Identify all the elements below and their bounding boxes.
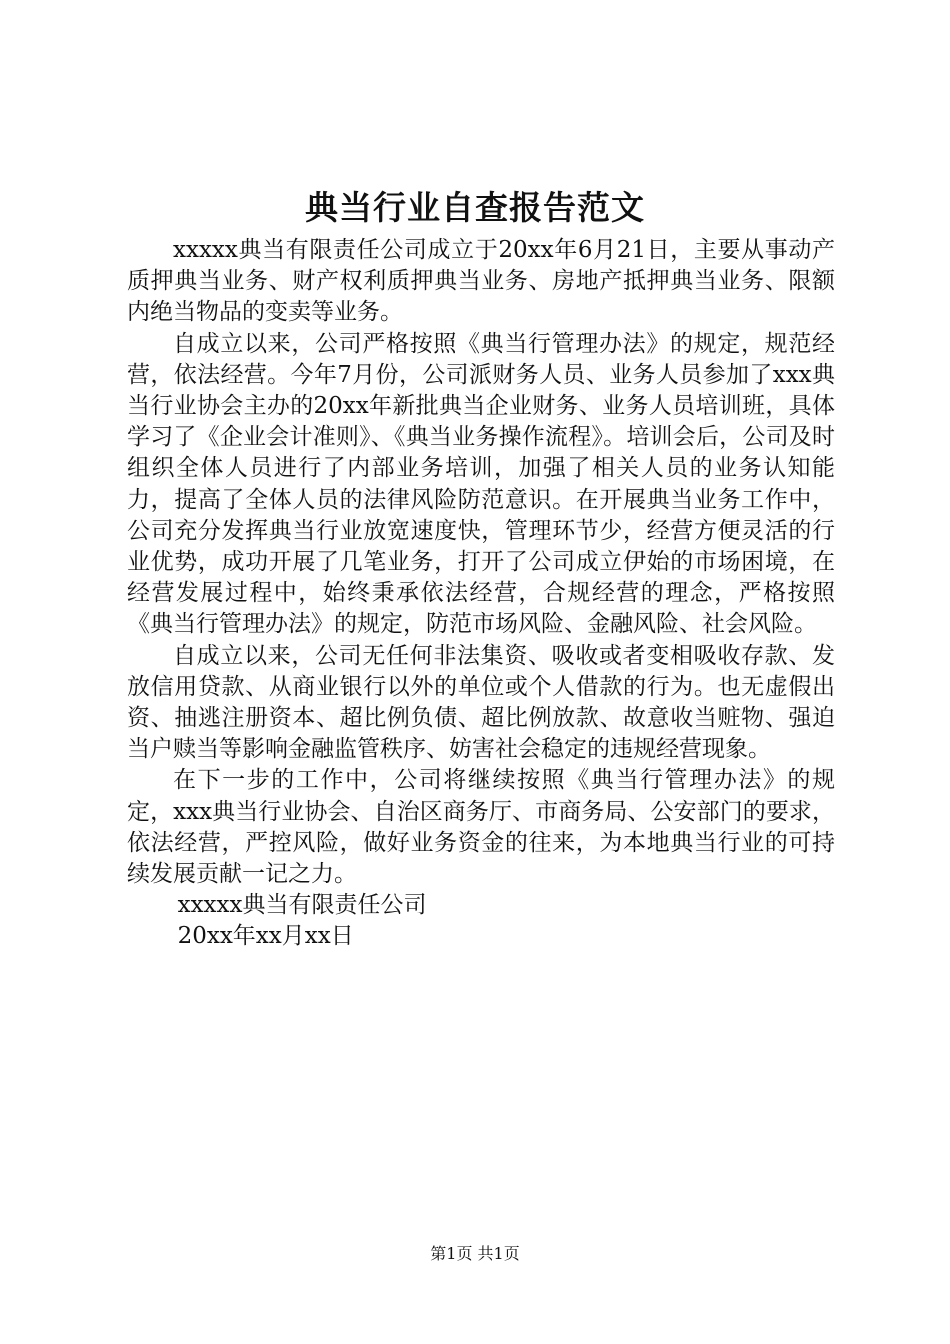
paragraph-operations: 自成立以来，公司严格按照《典当行管理办法》的规定，规范经营，依法经营。今年7月份，公司派财务人员、业务人员参加了xxx典当行业协会主办的20xx年新批典当企业财务、业务人员培训班，具体学习了《企业会计准则》、《典当业务操作流程》。培训会后，公司及时组织全体人员进行了内部业务培训，加强了相关人员的业务认知能力，提高了全体人员的法律风险防范意识。在开展典当业务工作中，公司充分发挥典当行业放宽速度快，管理环节少，经营方便灵活的行业优势，成功开展了几笔业务，打开了公司成立伊始的市场困境，在经营发展过程中，始终秉承依法经营，合规经营的理念，严格按照《典当行管理办法》的规定，防范市场风险、金融风险、社会风险。 xyxy=(127,330,835,638)
page-footer: 第1页 共1页 xyxy=(430,1244,520,1263)
paragraph-next-steps: 在下一步的工作中，公司将继续按照《典当行管理办法》的规定，xxx典当行业协会、自治区商务厅、市商务局、公安部门的要求，依法经营，严控风险，做好业务资金的往来，为本地典当行业的可持续发展贡献一记之力。 xyxy=(127,767,835,888)
document-body xyxy=(127,235,835,953)
signature-date: 20xx年xx月xx日 xyxy=(177,923,354,950)
document-title: 典当行业自查报告范文 xyxy=(305,188,645,227)
signature-company: xxxxx典当有限责任公司 xyxy=(177,892,427,919)
paragraph-intro: xxxxx典当有限责任公司成立于20xx年6月21日，主要从事动产质押典当业务、财产权利质押典当业务、房地产抵押典当业务、限额内绝当物品的变卖等业务。 xyxy=(127,237,835,326)
paragraph-compliance: 自成立以来，公司无任何非法集资、吸收或者变相吸收存款、发放信用贷款、从商业银行以外的单位或个人借款的行为。也无虚假出资、抽逃注册资本、超比例负债、超比例放款、故意收当赃物、强迫当户赎当等影响金融监管秩序、妨害社会稳定的违规经营现象。 xyxy=(127,642,835,763)
